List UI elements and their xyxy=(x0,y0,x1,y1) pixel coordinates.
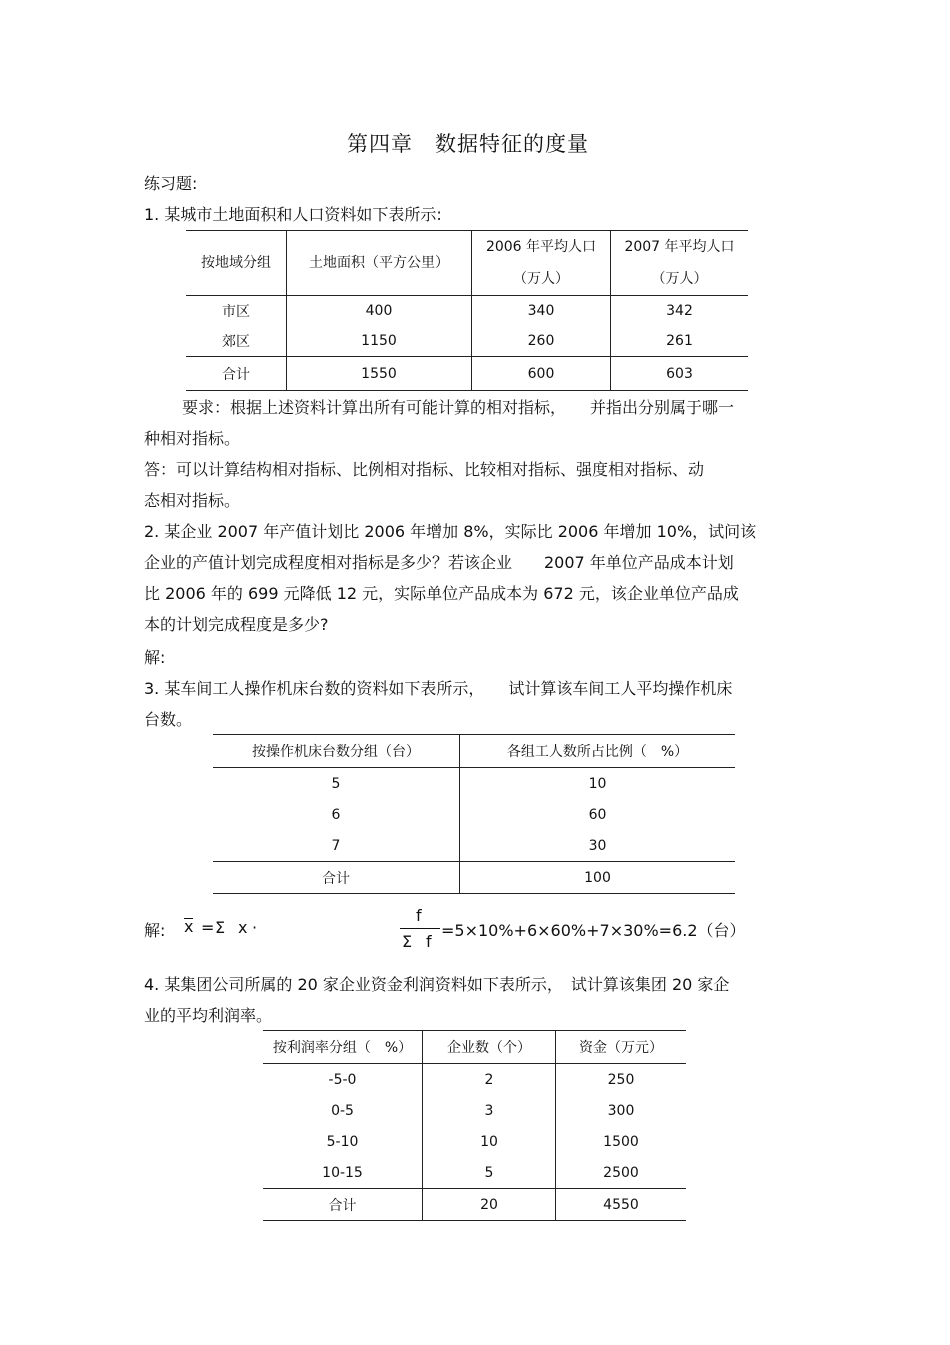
table-cell: 5 xyxy=(213,768,460,800)
header-enterprise-count: 企业数（个） xyxy=(423,1031,556,1064)
header-profit-rate: 按利润率分组（ %） xyxy=(263,1031,423,1064)
table-row xyxy=(263,1064,686,1096)
header-2006-unit: （万人） xyxy=(513,271,569,287)
header-worker-ratio: 各组工人数所占比例（ %） xyxy=(460,735,736,768)
table-cell: 10 xyxy=(423,1126,556,1157)
header-2007-line1: 2007 年平均人口 xyxy=(624,239,735,255)
table-total-row xyxy=(186,357,748,391)
table-cell: 342 xyxy=(666,303,693,319)
formula-equals: = xyxy=(201,918,215,937)
table-cell: 10-15 xyxy=(263,1157,423,1189)
header-capital: 资金（万元） xyxy=(556,1031,687,1064)
formula-numerator: f xyxy=(416,906,422,925)
table-cell: 1500 xyxy=(603,1133,639,1150)
table-cell: 600 xyxy=(472,357,611,391)
solution-label: 解: xyxy=(144,648,166,667)
table-cell: 340 xyxy=(472,296,611,327)
table-cell: 3 xyxy=(423,1095,556,1126)
table-cell: 合计 xyxy=(213,862,460,894)
table-header-row xyxy=(186,231,748,296)
formula-xbar: x xyxy=(184,917,194,936)
question-4-line-1: 4. 某集团公司所属的 20 家企业资金利润资料如下表所示， 试计算该集团 20 家企 xyxy=(144,975,730,994)
table-row xyxy=(263,1095,686,1126)
table-cell: 20 xyxy=(423,1189,556,1221)
table-cell: 261 xyxy=(666,333,693,349)
table-cell: 300 xyxy=(607,1102,635,1119)
question-1-text: 1. 某城市土地面积和人口资料如下表所示: xyxy=(144,205,442,224)
machine-tool-table xyxy=(213,734,735,894)
header-2006-population xyxy=(472,231,611,296)
header-2007-population xyxy=(611,231,749,296)
table-cell: 2 xyxy=(423,1064,556,1096)
table-row xyxy=(263,1157,686,1189)
table-total-row xyxy=(213,862,735,894)
table-cell: 260 xyxy=(472,326,611,357)
table-row xyxy=(186,296,748,327)
formula-denominator: f xyxy=(426,932,432,951)
table-cell: 400 xyxy=(287,296,472,327)
table-cell: 1550 xyxy=(287,357,472,391)
formula-result: =5×10%+6×60%+7×30%=6.2（台） xyxy=(441,921,746,940)
question-2-line-1: 2. 某企业 2007 年产值计划比 2006 年增加 8%，实际比 2006 年增加 10%，试问该 xyxy=(144,522,757,541)
table-cell: 4550 xyxy=(556,1189,687,1221)
formula-dot: · xyxy=(252,918,258,937)
table-cell: 30 xyxy=(588,837,607,854)
table-cell: -5-0 xyxy=(263,1064,423,1096)
formula-x: x xyxy=(238,918,248,937)
table-cell: 5 xyxy=(423,1157,556,1189)
table-cell: 2500 xyxy=(603,1164,639,1181)
table-cell: 5-10 xyxy=(263,1126,423,1157)
table-cell: 合计 xyxy=(186,357,287,391)
header-land-area: 土地面积（平方公里） xyxy=(287,231,472,296)
table-row xyxy=(186,326,748,357)
table-row xyxy=(213,830,735,862)
table-cell: 市区 xyxy=(186,296,287,327)
table-header-row xyxy=(213,735,735,768)
header-machine-group: 按操作机床台数分组（台） xyxy=(213,735,460,768)
table-cell: 合计 xyxy=(263,1189,423,1221)
table-cell: 0-5 xyxy=(263,1095,423,1126)
page-title: 第四章 数据特征的度量 xyxy=(347,132,589,156)
table-cell: 1150 xyxy=(287,326,472,357)
question-3-line-2: 台数。 xyxy=(144,710,193,729)
table-cell: 郊区 xyxy=(186,326,287,357)
requirement-text: 要求：根据上述资料计算出所有可能计算的相对指标， 并指出分别属于哪一 xyxy=(182,398,735,417)
question-2-line-2: 企业的产值计划完成程度相对指标是多少？若该企业 2007 年单位产品成本计划 xyxy=(144,553,734,572)
header-2007-unit: （万人） xyxy=(651,271,708,287)
question-2-line-4: 本的计划完成程度是多少? xyxy=(144,615,329,634)
table-header-row xyxy=(263,1031,686,1064)
answer-text-cont: 态相对指标。 xyxy=(144,491,241,510)
formula-fraction-bar xyxy=(400,928,440,929)
table-cell: 100 xyxy=(460,862,736,894)
question-4-line-2: 业的平均利润率。 xyxy=(144,1006,273,1025)
table-row xyxy=(213,799,735,830)
table-cell: 7 xyxy=(213,830,460,862)
requirement-text-cont: 种相对指标。 xyxy=(144,429,241,448)
header-region-group: 按地域分组 xyxy=(186,231,287,296)
land-population-table xyxy=(186,230,748,391)
table-cell: 250 xyxy=(607,1071,635,1088)
table-total-row xyxy=(263,1189,686,1221)
table-cell: 603 xyxy=(611,357,749,391)
mean-formula xyxy=(144,906,744,952)
table-row xyxy=(263,1126,686,1157)
exercise-label: 练习题: xyxy=(144,174,198,193)
profit-rate-table xyxy=(263,1030,686,1221)
table-cell: 60 xyxy=(588,806,607,823)
formula-sum-symbol: Σ xyxy=(215,918,226,937)
question-3-line-1: 3. 某车间工人操作机床台数的资料如下表所示， 试计算该车间工人平均操作机床 xyxy=(144,679,733,698)
table-row xyxy=(213,768,735,800)
table-cell: 6 xyxy=(213,799,460,830)
answer-text: 答：可以计算结构相对指标、比例相对指标、比较相对指标、强度相对指标、动 xyxy=(144,460,705,479)
header-2006-line1: 2006 年平均人口 xyxy=(485,239,597,255)
question-2-line-3: 比 2006 年的 699 元降低 12 元，实际单位产品成本为 672 元，该企业单位产品成 xyxy=(144,584,739,603)
table-cell: 10 xyxy=(588,775,607,792)
formula-sum-denominator: Σ xyxy=(402,932,413,951)
formula-solution-label: 解: xyxy=(144,921,166,940)
